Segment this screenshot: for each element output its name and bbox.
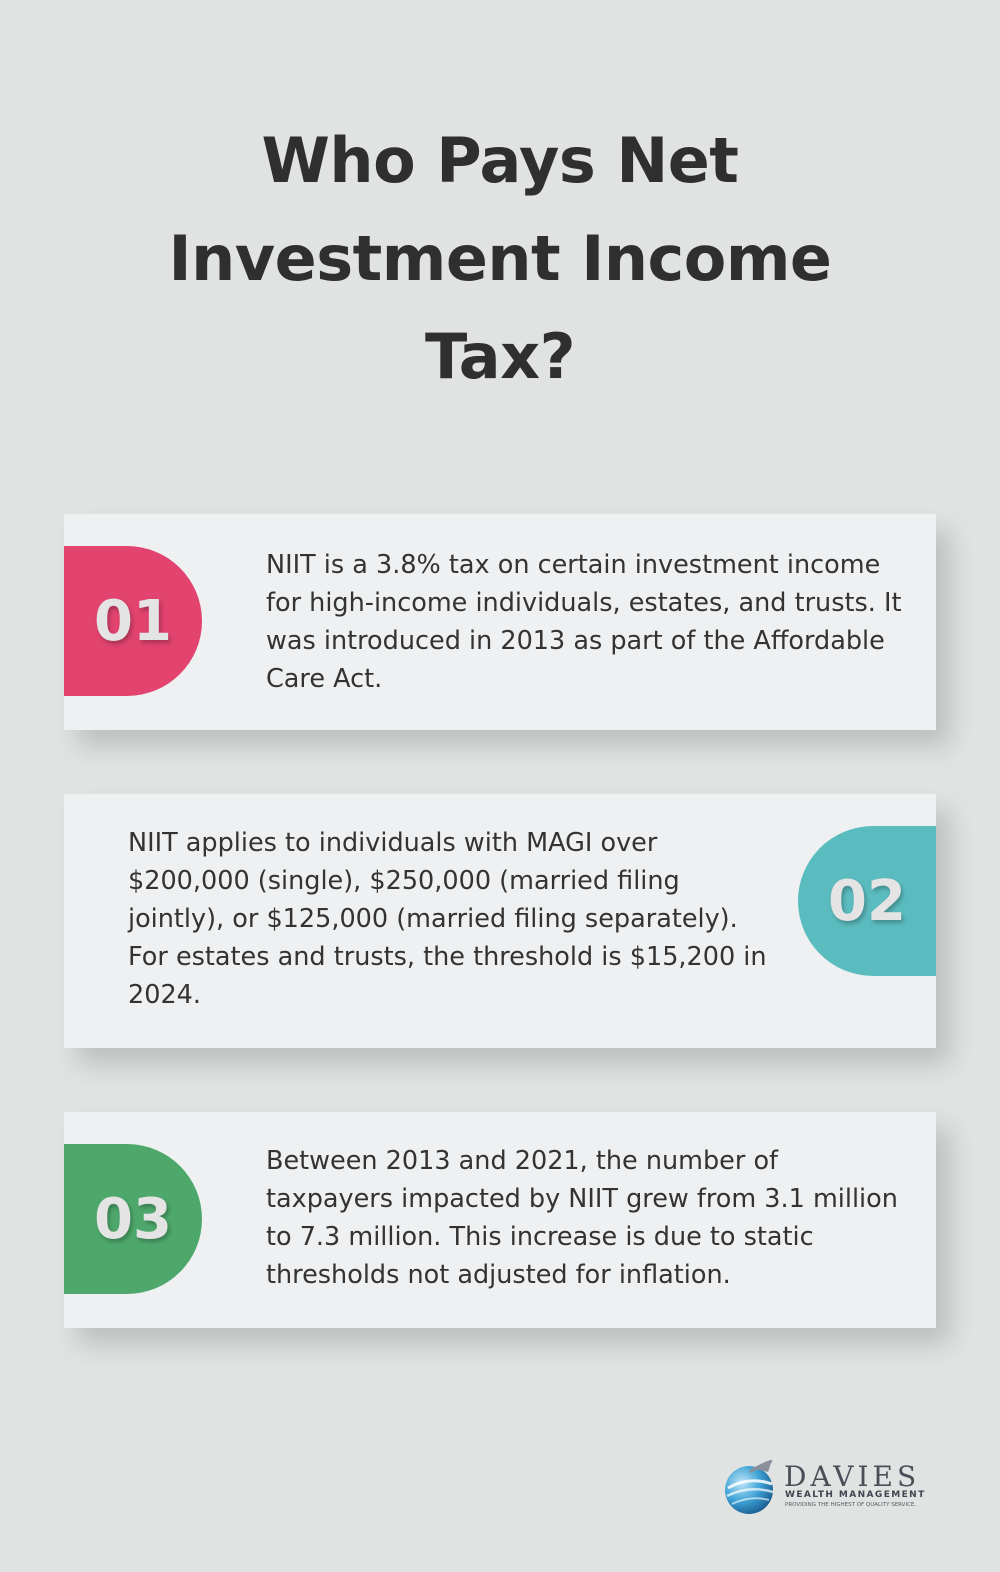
davies-logo	[722, 1452, 932, 1518]
logo-tagline: PROVIDING THE HIGHEST OF QUALITY SERVICE.	[785, 1502, 917, 1508]
info-card-3	[64, 1112, 936, 1328]
number-badge-3: 03	[64, 1144, 202, 1294]
title-line-3: Tax?	[424, 320, 576, 393]
globe-icon	[722, 1458, 780, 1516]
logo-subtitle: WEALTH MANAGEMENT	[785, 1490, 926, 1500]
number-badge-2: 02	[798, 826, 936, 976]
logo-name: DAVIES	[784, 1460, 921, 1493]
card-text-3: Between 2013 and 2021, the number of taxpayers impacted by NIIT grew from 3.1 million to 7.3 million. This increase is due to static thresholds not adjusted for inflation.	[266, 1146, 898, 1290]
card-text-2: NIIT applies to individuals with MAGI over $200,000 (single), $250,000 (married filing jointly), or $125,000 (married filing separately). For estates and trusts, the threshold is $15,200 in 2024.	[128, 828, 767, 1010]
title-line-2: Investment Income	[168, 222, 832, 295]
info-card-1	[64, 514, 936, 730]
number-badge-1: 01	[64, 546, 202, 696]
page-title	[0, 112, 1000, 406]
title-line-1: Who Pays Net	[261, 124, 739, 197]
card-text-1: NIIT is a 3.8% tax on certain investment income for high-income individuals, estates, and trusts. It was introduced in 2013 as part of the Affordable Care Act.	[266, 550, 902, 694]
info-card-2	[64, 794, 936, 1048]
